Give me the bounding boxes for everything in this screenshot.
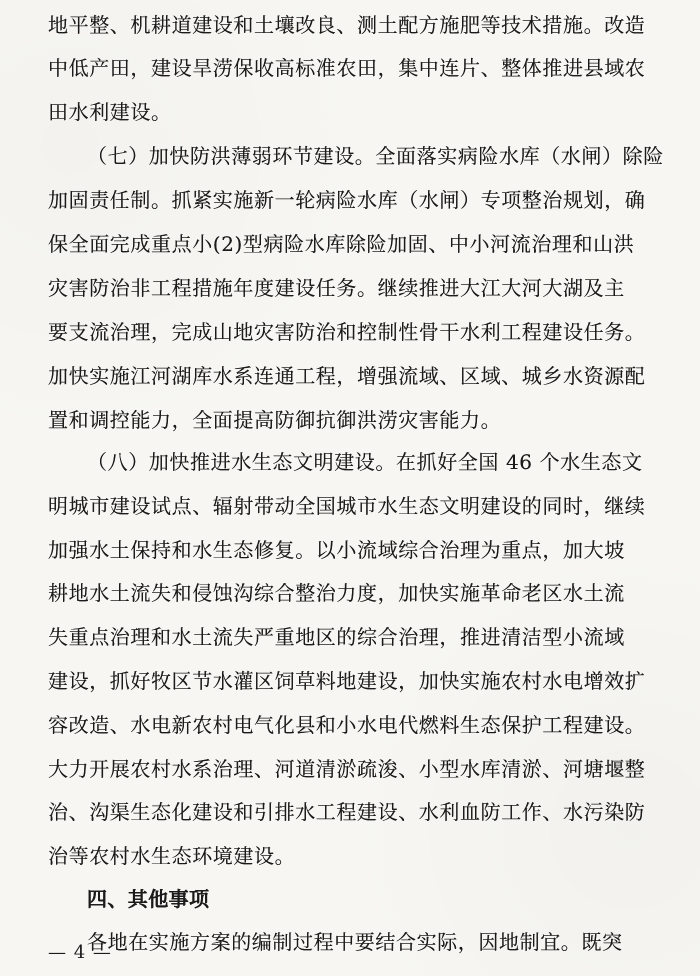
text-line-9: 加快实施江河湖库水系连通工程，增强流域、区域、城乡水资源配 — [48, 364, 646, 388]
text-line-1: 地平整、机耕道建设和土壤改良、测土配方施肥等技术措施。改造 — [48, 13, 646, 37]
text-line-7: 灾害防治非工程措施年度建设任务。继续推进大江大河大湖及主 — [48, 276, 625, 300]
text-line-10: 置和调控能力，全面提高防御抗御洪涝灾害能力。 — [48, 408, 502, 432]
text-line-16: 建设，抓好牧区节水灌区饲草料地建设，加快实施农村水电增效扩 — [48, 669, 646, 693]
text-line-20: 治等农村水生态环境建设。 — [48, 844, 296, 868]
section-heading-other-matters: 四、其他事项 — [87, 887, 210, 911]
text-line-17: 容改造、水电新农村电气化县和小水电代燃料生态保护工程建设。 — [48, 713, 646, 737]
text-line-4: （七）加快防洪薄弱环节建设。全面落实病险水库（水闸）除险 — [87, 144, 664, 168]
text-line-6: 保全面完成重点小(2)型病险水库除险加固、中小河流治理和山洪 — [48, 232, 635, 256]
text-line-13: 加强水土保持和水生态修复。以小流域综合治理为重点，加大坡 — [48, 538, 625, 562]
text-line-15: 失重点治理和水土流失严重地区的综合治理，推进清洁型小流域 — [48, 625, 625, 649]
text-line-11: （八）加快推进水生态文明建设。在抓好全国 46 个水生态文 — [87, 450, 643, 474]
text-line-22: 各地在实施方案的编制过程中要结合实际，因地制宜。既突 — [87, 930, 623, 954]
text-line-3: 田水利建设。 — [48, 100, 172, 124]
text-line-2: 中低产田，建设旱涝保收高标准农田，集中连片、整体推进县域农 — [48, 56, 646, 80]
text-line-8: 要支流治理，完成山地灾害防治和控制性骨干水利工程建设任务。 — [48, 320, 646, 344]
page-number-marker: — 4 — — [48, 942, 112, 963]
text-line-18: 大力开展农村水系治理、河道清淤疏浚、小型水库清淤、河塘堰整 — [48, 757, 646, 781]
text-line-12: 明城市建设试点、辐射带动全国城市水生态文明建设的同时，继续 — [48, 494, 646, 518]
text-line-14: 耕地水土流失和侵蚀沟综合整治力度，加快实施革命老区水土流 — [48, 581, 625, 605]
text-line-5: 加固责任制。抓紧实施新一轮病险水库（水闸）专项整治规划，确 — [48, 188, 646, 212]
text-line-19: 治、沟渠生态化建设和引排水工程建设、水利血防工作、水污染防 — [48, 800, 646, 824]
